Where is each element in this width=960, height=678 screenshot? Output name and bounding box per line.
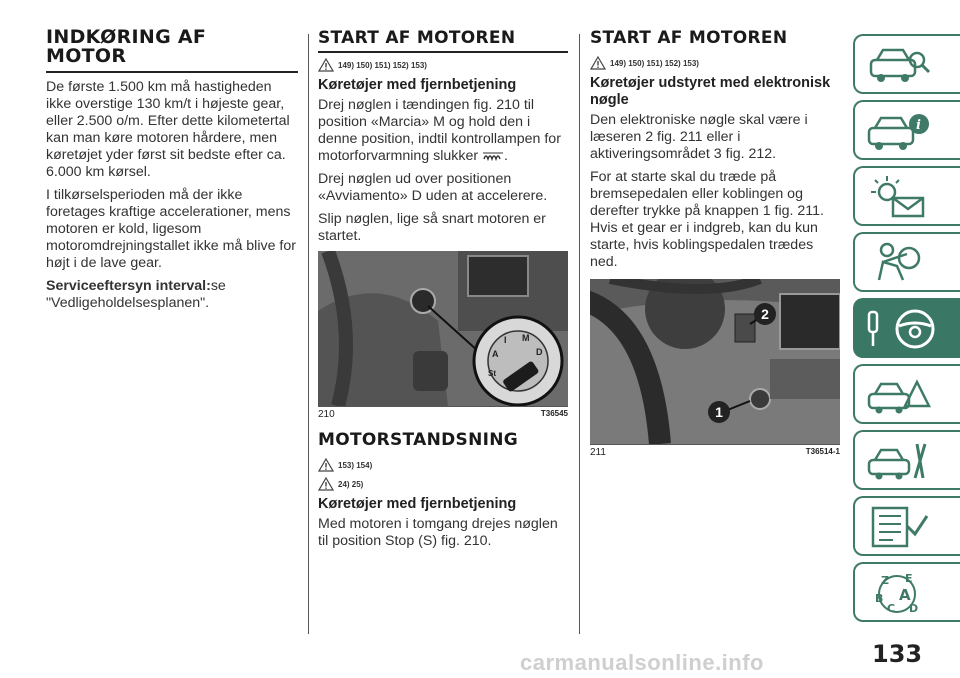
- car-breakdown-icon: [863, 372, 933, 418]
- tab-warning-lights[interactable]: [853, 166, 960, 226]
- paragraph: [46, 278, 298, 312]
- column-break-in: [46, 28, 298, 318]
- ignition-key-photo: [318, 251, 568, 406]
- title-line: MOTOR: [46, 45, 127, 67]
- tab-maintenance[interactable]: [853, 430, 960, 490]
- svg-text:i: i: [916, 118, 921, 133]
- figure-211: [590, 279, 840, 458]
- key-position-label: I: [504, 335, 507, 345]
- dashboard-start-button-photo: [590, 279, 840, 444]
- airbag-person-icon: [863, 240, 933, 286]
- section-title-start-engine: START AF MOTOREN: [590, 28, 788, 48]
- warning-lights-icon: [863, 174, 933, 220]
- watermark: carmanualsonline.info: [520, 650, 764, 675]
- service-text: se "Vedligeholdelsesplanen".: [46, 278, 226, 311]
- warning-reference: [318, 57, 568, 73]
- figure-caption: [318, 406, 568, 420]
- paragraph-text: Drej nøglen i tændingen fig. 210 til position «Marcia» M og hold den i denne position, indtil kontrollampen for motorforvarmning slukker: [318, 97, 561, 164]
- key-position-label: D: [536, 347, 543, 357]
- warning-refs: 149) 150) 151) 152) 153): [338, 60, 427, 70]
- callout-start-button: 1: [708, 401, 730, 423]
- figure-code: T36545: [540, 409, 568, 418]
- paragraph-end: .: [504, 148, 508, 164]
- tab-car-info[interactable]: [853, 100, 960, 160]
- tab-car-search[interactable]: [853, 34, 960, 94]
- figure-number: 211: [590, 447, 606, 458]
- paragraph: Drej nøglen ud over positionen «Avviamento» D uden at accelerere.: [318, 171, 548, 204]
- car-search-icon: [863, 42, 933, 88]
- tab-emergency[interactable]: [853, 364, 960, 424]
- warning-refs: 153) 154): [338, 460, 373, 470]
- column-start-engine-remote: [318, 28, 568, 556]
- paragraph: I tilkørselsperioden må der ikke foretages kraftige accelerationer, mens motoren er kold, ligesom motoromdrejningstallet ikke må blive for højt i de lave gear.: [46, 187, 296, 271]
- figure-caption: [590, 444, 840, 458]
- warning-refs: 149) 150) 151) 152) 153): [610, 58, 699, 68]
- paragraph: Slip nøglen, lige så snart motoren er startet.: [318, 211, 546, 244]
- alphabet-index-icon: [863, 570, 933, 616]
- key-position-label: A: [492, 349, 499, 359]
- checklist-icon: [863, 504, 933, 550]
- caution-refs: 24) 25): [338, 479, 364, 489]
- svg-text:D: D: [909, 602, 919, 615]
- car-service-icon: [863, 438, 933, 484]
- warning-triangle-icon: [318, 458, 334, 472]
- warning-triangle-icon: [318, 58, 334, 72]
- key-position-label: M: [522, 333, 530, 343]
- section-title-stop-engine: MOTORSTANDSNING: [318, 430, 518, 450]
- subheading: Køretøjer udstyret med elektronisk nøgle: [590, 75, 831, 108]
- column-divider: [579, 34, 580, 634]
- chapter-sidebar: [853, 34, 960, 628]
- column-divider: [308, 34, 309, 634]
- glow-plug-icon: [482, 151, 504, 161]
- svg-text:C: C: [887, 602, 896, 615]
- title-line: INDKØRING AF: [46, 26, 207, 48]
- figure-code: T36514-1: [805, 447, 840, 456]
- warning-reference: [590, 55, 840, 71]
- section-title-start-engine: START AF MOTOREN: [318, 28, 568, 53]
- svg-text:E: E: [905, 572, 913, 585]
- section-title-break-in: [46, 28, 298, 73]
- svg-text:A: A: [899, 586, 911, 604]
- paragraph: Den elektroniske nøgle skal være i læseren 2 fig. 211 eller i aktiveringsområdet 3 fig. 212.: [590, 112, 808, 162]
- steering-key-icon: [863, 306, 953, 352]
- key-position-label: St: [488, 369, 496, 378]
- subheading: Køretøjer med fjernbetjening: [318, 77, 517, 93]
- figure-210: [318, 251, 568, 420]
- tab-safety[interactable]: [853, 232, 960, 292]
- paragraph: De første 1.500 km må hastigheden ikke overstige 130 km/t i højeste gear, eller 2.500 o/m. Efter dette kilometertal kan man køre motoren hårdere, men køretøjet yder først sit bedste efter ca. 6.000 km kørsel.: [46, 79, 290, 180]
- column-start-engine-electronic: [590, 28, 840, 462]
- caution-triangle-icon: [318, 477, 334, 491]
- warning-reference: [318, 457, 568, 473]
- paragraph: For at starte skal du træde på bremsepedalen eller koblingen og derefter trykke på knappen 1 fig. 211. Hvis et gear er i indgreb, kan du kun starte, hvis koblingspedalen trædes ned.: [590, 169, 824, 270]
- subheading: Køretøjer med fjernbetjening: [318, 496, 517, 512]
- svg-text:Z: Z: [881, 574, 889, 587]
- paragraph: [318, 97, 568, 165]
- callout-key-reader: 2: [754, 303, 776, 325]
- paragraph: Med motoren i tomgang drejes nøglen til position Stop (S) fig. 210.: [318, 516, 558, 549]
- warning-triangle-icon: [590, 56, 606, 70]
- tab-starting-driving[interactable]: [853, 298, 960, 358]
- tab-index[interactable]: [853, 562, 960, 622]
- figure-number: 210: [318, 409, 335, 420]
- svg-text:B: B: [875, 592, 884, 605]
- tab-technical-data[interactable]: [853, 496, 960, 556]
- service-label: Serviceeftersyn interval:: [46, 278, 211, 294]
- caution-reference: [318, 476, 568, 492]
- car-info-icon: [863, 108, 933, 154]
- page-number: 133: [872, 640, 923, 668]
